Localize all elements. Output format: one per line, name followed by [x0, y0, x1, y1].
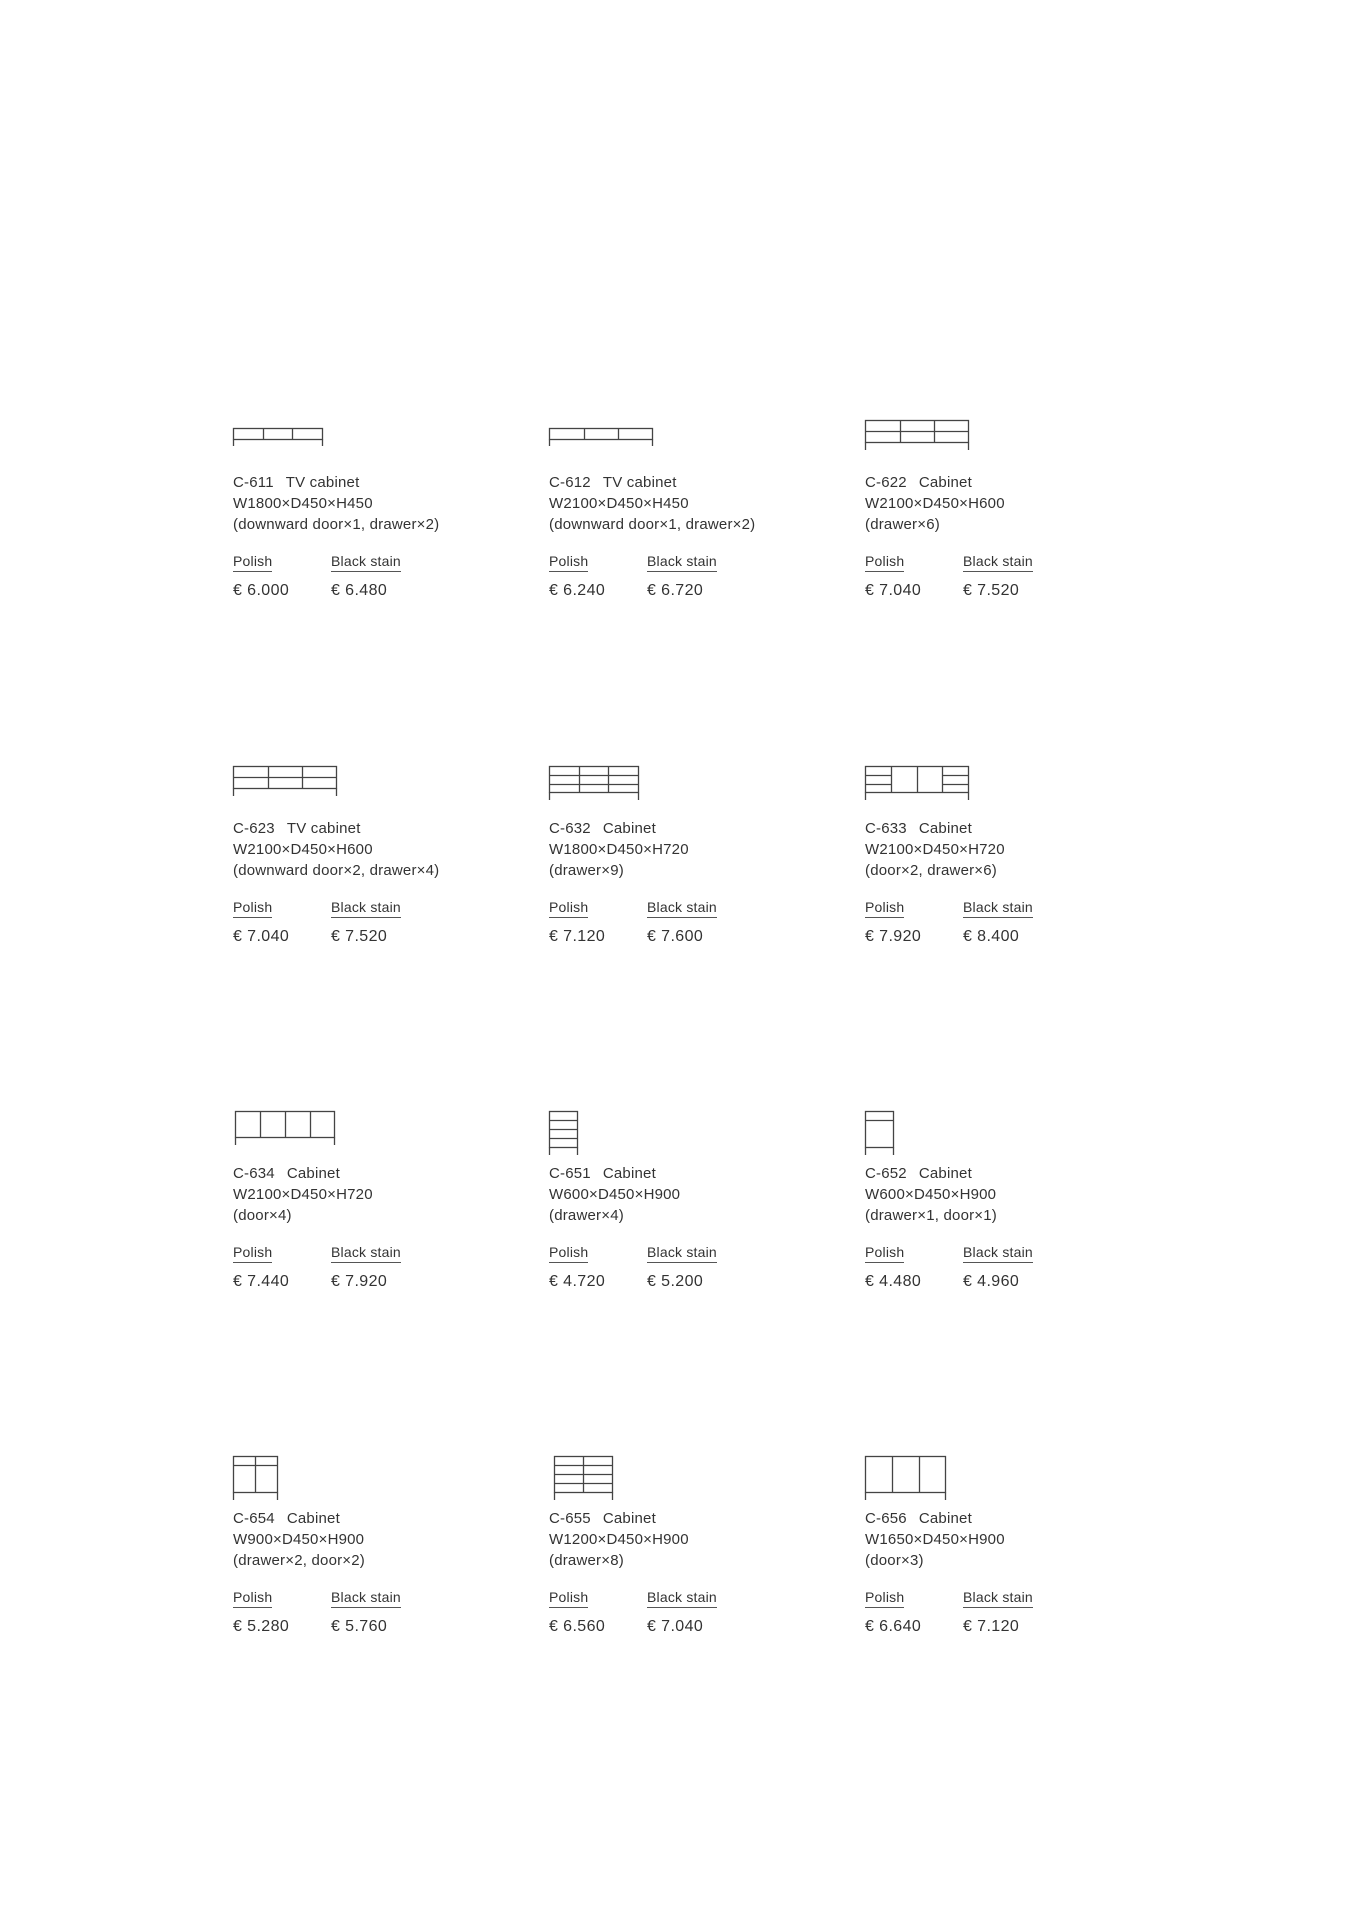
finish-label-polish: Polish	[549, 1588, 588, 1608]
product-code: C-633	[865, 820, 907, 837]
finish-label-black-stain: Black stain	[647, 552, 717, 572]
price-polish: € 6.640	[865, 1618, 922, 1635]
product-configuration: (drawer×1, door×1)	[865, 1207, 998, 1224]
price-black-stain: € 7.040	[647, 1618, 704, 1635]
tv-cabinet-low-3-section-icon	[549, 420, 679, 464]
product-configuration: (drawer×8)	[549, 1552, 624, 1569]
cabinet-3-door-icon	[865, 1456, 995, 1500]
price-polish: € 7.040	[233, 928, 290, 945]
product-dimensions: W2100×D450×H600	[865, 495, 1005, 512]
product-name: Cabinet	[602, 820, 656, 837]
product-configuration: (door×2, drawer×6)	[865, 862, 998, 879]
product-configuration: (drawer×6)	[865, 516, 940, 533]
price-black-stain: € 7.120	[963, 1618, 1020, 1635]
price-black-stain: € 5.200	[647, 1273, 704, 1290]
product-configuration: (downward door×1, drawer×2)	[233, 516, 440, 533]
product-dimensions: W2100×D450×H720	[233, 1186, 373, 1203]
finish-label-polish: Polish	[865, 552, 904, 572]
finish-label-polish: Polish	[865, 898, 904, 918]
product-configuration: (downward door×2, drawer×4)	[233, 862, 440, 879]
product-code: C-656	[865, 1510, 907, 1527]
price-polish: € 7.440	[233, 1273, 290, 1290]
price-black-stain: € 7.600	[647, 928, 704, 945]
tv-cabinet-low-3-section-icon	[233, 420, 363, 464]
product-name: Cabinet	[918, 1510, 972, 1527]
product-dimensions: W1800×D450×H720	[549, 841, 689, 858]
price-polish: € 6.560	[549, 1618, 606, 1635]
finish-label-polish: Polish	[865, 1588, 904, 1608]
finish-label-black-stain: Black stain	[331, 552, 401, 572]
product-configuration: (drawer×4)	[549, 1207, 624, 1224]
product-dimensions: W900×D450×H900	[233, 1531, 365, 1548]
price-black-stain: € 8.400	[963, 928, 1020, 945]
product-configuration: (door×3)	[865, 1552, 924, 1569]
product-name: Cabinet	[918, 820, 972, 837]
finish-label-polish: Polish	[233, 898, 272, 918]
price-polish: € 4.480	[865, 1273, 922, 1290]
finish-label-black-stain: Black stain	[331, 1243, 401, 1263]
product-name: TV cabinet	[285, 474, 360, 491]
finish-label-polish: Polish	[549, 552, 588, 572]
price-polish: € 6.000	[233, 582, 290, 599]
finish-label-black-stain: Black stain	[647, 1588, 717, 1608]
product-configuration: (drawer×2, door×2)	[233, 1552, 366, 1569]
product-name: Cabinet	[286, 1510, 340, 1527]
product-code: C-654	[233, 1510, 275, 1527]
finish-label-black-stain: Black stain	[963, 552, 1033, 572]
price-black-stain: € 7.520	[963, 582, 1020, 599]
finish-label-polish: Polish	[549, 898, 588, 918]
price-polish: € 7.040	[865, 582, 922, 599]
finish-label-polish: Polish	[549, 1243, 588, 1263]
product-code: C-622	[865, 474, 907, 491]
price-black-stain: € 7.520	[331, 928, 388, 945]
product-dimensions: W2100×D450×H720	[865, 841, 1005, 858]
cabinet-6-drawer-icon	[865, 420, 995, 464]
product-dimensions: W2100×D450×H450	[549, 495, 689, 512]
finish-label-polish: Polish	[233, 1588, 272, 1608]
cabinet-2-drawer-2-door-icon	[233, 1456, 363, 1500]
finish-label-black-stain: Black stain	[963, 1588, 1033, 1608]
product-name: Cabinet	[918, 474, 972, 491]
finish-label-black-stain: Black stain	[963, 1243, 1033, 1263]
product-configuration: (door×4)	[233, 1207, 292, 1224]
product-code: C-623	[233, 820, 275, 837]
product-code: C-632	[549, 820, 591, 837]
finish-label-polish: Polish	[233, 1243, 272, 1263]
product-dimensions: W1200×D450×H900	[549, 1531, 689, 1548]
cabinet-8-drawer-icon	[549, 1456, 679, 1500]
price-black-stain: € 4.960	[963, 1273, 1020, 1290]
finish-label-black-stain: Black stain	[963, 898, 1033, 918]
price-black-stain: € 7.920	[331, 1273, 388, 1290]
price-black-stain: € 6.720	[647, 582, 704, 599]
cabinet-4-door-icon	[233, 1111, 363, 1155]
product-code: C-611	[233, 474, 274, 491]
tv-cabinet-6-section-icon	[233, 766, 363, 810]
product-code: C-655	[549, 1510, 591, 1527]
price-polish: € 7.920	[865, 928, 922, 945]
product-dimensions: W2100×D450×H600	[233, 841, 373, 858]
product-dimensions: W1650×D450×H900	[865, 1531, 1005, 1548]
product-code: C-652	[865, 1165, 907, 1182]
finish-label-black-stain: Black stain	[647, 898, 717, 918]
price-polish: € 4.720	[549, 1273, 606, 1290]
price-polish: € 7.120	[549, 928, 606, 945]
cabinet-9-drawer-icon	[549, 766, 679, 810]
finish-label-polish: Polish	[865, 1243, 904, 1263]
finish-label-polish: Polish	[233, 552, 272, 572]
product-dimensions: W600×D450×H900	[865, 1186, 997, 1203]
product-name: Cabinet	[286, 1165, 340, 1182]
product-code: C-612	[549, 474, 591, 491]
product-code: C-634	[233, 1165, 275, 1182]
product-name: Cabinet	[602, 1165, 656, 1182]
price-polish: € 6.240	[549, 582, 606, 599]
price-polish: € 5.280	[233, 1618, 290, 1635]
product-name: Cabinet	[602, 1510, 656, 1527]
product-name: TV cabinet	[286, 820, 361, 837]
narrow-cabinet-door-icon	[865, 1111, 995, 1155]
cabinet-door-drawer-icon	[865, 766, 995, 810]
product-configuration: (drawer×9)	[549, 862, 624, 879]
product-dimensions: W1800×D450×H450	[233, 495, 373, 512]
product-name: Cabinet	[918, 1165, 972, 1182]
price-black-stain: € 5.760	[331, 1618, 388, 1635]
price-black-stain: € 6.480	[331, 582, 388, 599]
product-configuration: (downward door×1, drawer×2)	[549, 516, 756, 533]
product-dimensions: W600×D450×H900	[549, 1186, 681, 1203]
product-name: TV cabinet	[602, 474, 677, 491]
finish-label-black-stain: Black stain	[647, 1243, 717, 1263]
narrow-cabinet-4-drawer-icon	[549, 1111, 679, 1155]
finish-label-black-stain: Black stain	[331, 898, 401, 918]
product-code: C-651	[549, 1165, 591, 1182]
finish-label-black-stain: Black stain	[331, 1588, 401, 1608]
